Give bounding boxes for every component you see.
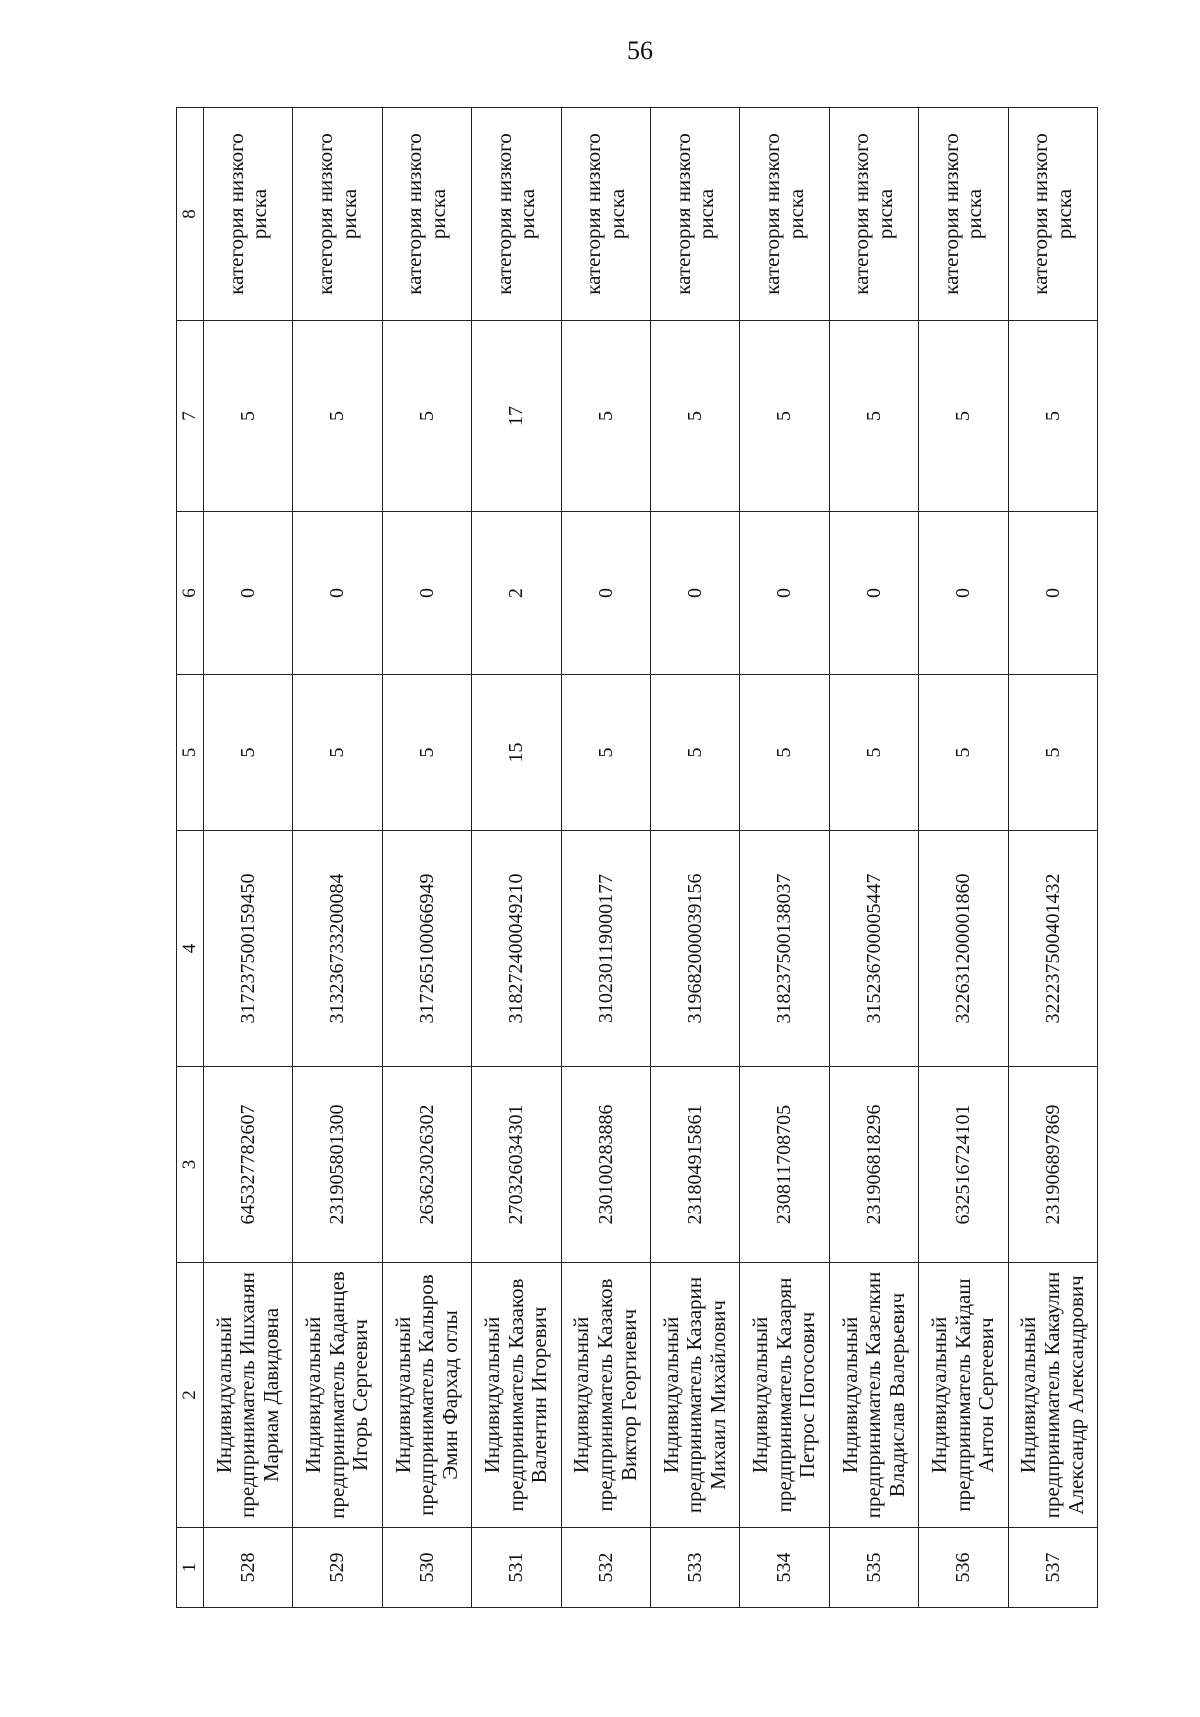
column-header: 5 (177, 675, 204, 831)
inn-value: 231905801300 (293, 1067, 382, 1263)
entrepreneur-name: Индивидуальный предприниматель Калыров Эмин Фархад оглы (382, 1263, 471, 1528)
table-body (204, 108, 1098, 1608)
entrepreneur-name: Индивидуальный предприниматель Казаков Виктор Георгиевич (561, 1263, 650, 1528)
ogrnip-value: 322631200001860 (919, 831, 1008, 1067)
value-col5: 5 (293, 675, 382, 831)
entrepreneur-name: Индивидуальный предприниматель Казаков Валентин Игоревич (472, 1263, 561, 1528)
risk-category: категория низкого риска (204, 108, 293, 321)
entrepreneur-name: Индивидуальный предприниматель Казарян Петрос Погосович (740, 1263, 829, 1528)
value-col7: 5 (382, 321, 471, 512)
column-header: 2 (177, 1263, 204, 1528)
value-col6: 0 (919, 512, 1008, 675)
value-col6: 0 (740, 512, 829, 675)
value-col7: 5 (561, 321, 650, 512)
risk-category: категория низкого риска (382, 108, 471, 321)
value-col5: 15 (472, 675, 561, 831)
table-row (919, 108, 1008, 1608)
ogrnip-value: 315236700005447 (829, 831, 918, 1067)
value-col6: 0 (650, 512, 739, 675)
page-number: 56 (627, 36, 653, 65)
table-row (561, 108, 650, 1608)
risk-category: категория низкого риска (1008, 108, 1097, 321)
entrepreneur-name: Индивидуальный предприниматель Казелкин Владислав Валерьевич (829, 1263, 918, 1528)
ogrnip-value: 319682000039156 (650, 831, 739, 1067)
inn-value: 230100283886 (561, 1067, 650, 1263)
rotated-table-container (176, 108, 1098, 1608)
value-col6: 0 (204, 512, 293, 675)
inn-value: 230811708705 (740, 1067, 829, 1263)
value-col7: 5 (740, 321, 829, 512)
value-col6: 0 (382, 512, 471, 675)
table-row (204, 108, 293, 1608)
inn-value: 263623026302 (382, 1067, 471, 1263)
ogrnip-value: 318237500138037 (740, 831, 829, 1067)
table-row (829, 108, 918, 1608)
row-number: 528 (204, 1528, 293, 1608)
column-header: 3 (177, 1067, 204, 1263)
risk-category: категория низкого риска (919, 108, 1008, 321)
risk-category: категория низкого риска (293, 108, 382, 321)
value-col5: 5 (740, 675, 829, 831)
row-number: 535 (829, 1528, 918, 1608)
value-col5: 5 (829, 675, 918, 831)
inn-value: 231906897869 (1008, 1067, 1097, 1263)
value-col7: 5 (829, 321, 918, 512)
risk-category: категория низкого риска (650, 108, 739, 321)
row-number: 536 (919, 1528, 1008, 1608)
ogrnip-value: 310230119000177 (561, 831, 650, 1067)
ogrnip-value: 317265100066949 (382, 831, 471, 1067)
value-col7: 5 (204, 321, 293, 512)
column-header: 4 (177, 831, 204, 1067)
value-col6: 0 (1008, 512, 1097, 675)
table-row (1008, 108, 1097, 1608)
entrepreneur-name: Индивидуальный предприниматель Кайдаш Антон Сергеевич (919, 1263, 1008, 1528)
entrepreneur-name: Индивидуальный предприниматель Ишханян Мариам Давидовна (204, 1263, 293, 1528)
value-col5: 5 (650, 675, 739, 831)
row-number: 531 (472, 1528, 561, 1608)
value-col7: 5 (919, 321, 1008, 512)
risk-category: категория низкого риска (472, 108, 561, 321)
value-col5: 5 (382, 675, 471, 831)
risk-category: категория низкого риска (561, 108, 650, 321)
column-header: 6 (177, 512, 204, 675)
table-row (650, 108, 739, 1608)
entrepreneur-name: Индивидуальный предприниматель Каданцев Игорь Сергеевич (293, 1263, 382, 1528)
registry-table (176, 107, 1098, 1608)
column-header: 7 (177, 321, 204, 512)
table-row (293, 108, 382, 1608)
table-row (382, 108, 471, 1608)
header-row (177, 108, 204, 1608)
value-col7: 5 (1008, 321, 1097, 512)
risk-category: категория низкого риска (829, 108, 918, 321)
inn-value: 231906818296 (829, 1067, 918, 1263)
ogrnip-value: 313236733200084 (293, 831, 382, 1067)
entrepreneur-name: Индивидуальный предприниматель Казарин Михаил Михайлович (650, 1263, 739, 1528)
row-number: 532 (561, 1528, 650, 1608)
inn-value: 632516724101 (919, 1067, 1008, 1263)
row-number: 537 (1008, 1528, 1097, 1608)
inn-value: 270326034301 (472, 1067, 561, 1263)
row-number: 530 (382, 1528, 471, 1608)
value-col6: 0 (561, 512, 650, 675)
column-header: 1 (177, 1528, 204, 1608)
inn-value: 645327782607 (204, 1067, 293, 1263)
table-row (740, 108, 829, 1608)
value-col5: 5 (561, 675, 650, 831)
row-number: 533 (650, 1528, 739, 1608)
table-row (472, 108, 561, 1608)
column-header: 8 (177, 108, 204, 321)
value-col5: 5 (1008, 675, 1097, 831)
ogrnip-value: 318272400049210 (472, 831, 561, 1067)
value-col6: 2 (472, 512, 561, 675)
value-col7: 5 (293, 321, 382, 512)
ogrnip-value: 322237500401432 (1008, 831, 1097, 1067)
ogrnip-value: 317237500159450 (204, 831, 293, 1067)
value-col5: 5 (919, 675, 1008, 831)
risk-category: категория низкого риска (740, 108, 829, 321)
value-col5: 5 (204, 675, 293, 831)
row-number: 529 (293, 1528, 382, 1608)
value-col7: 5 (650, 321, 739, 512)
row-number: 534 (740, 1528, 829, 1608)
inn-value: 231804915861 (650, 1067, 739, 1263)
value-col6: 0 (293, 512, 382, 675)
value-col6: 0 (829, 512, 918, 675)
entrepreneur-name: Индивидуальный предприниматель Какаулин Александр Александрович (1008, 1263, 1097, 1528)
value-col7: 17 (472, 321, 561, 512)
